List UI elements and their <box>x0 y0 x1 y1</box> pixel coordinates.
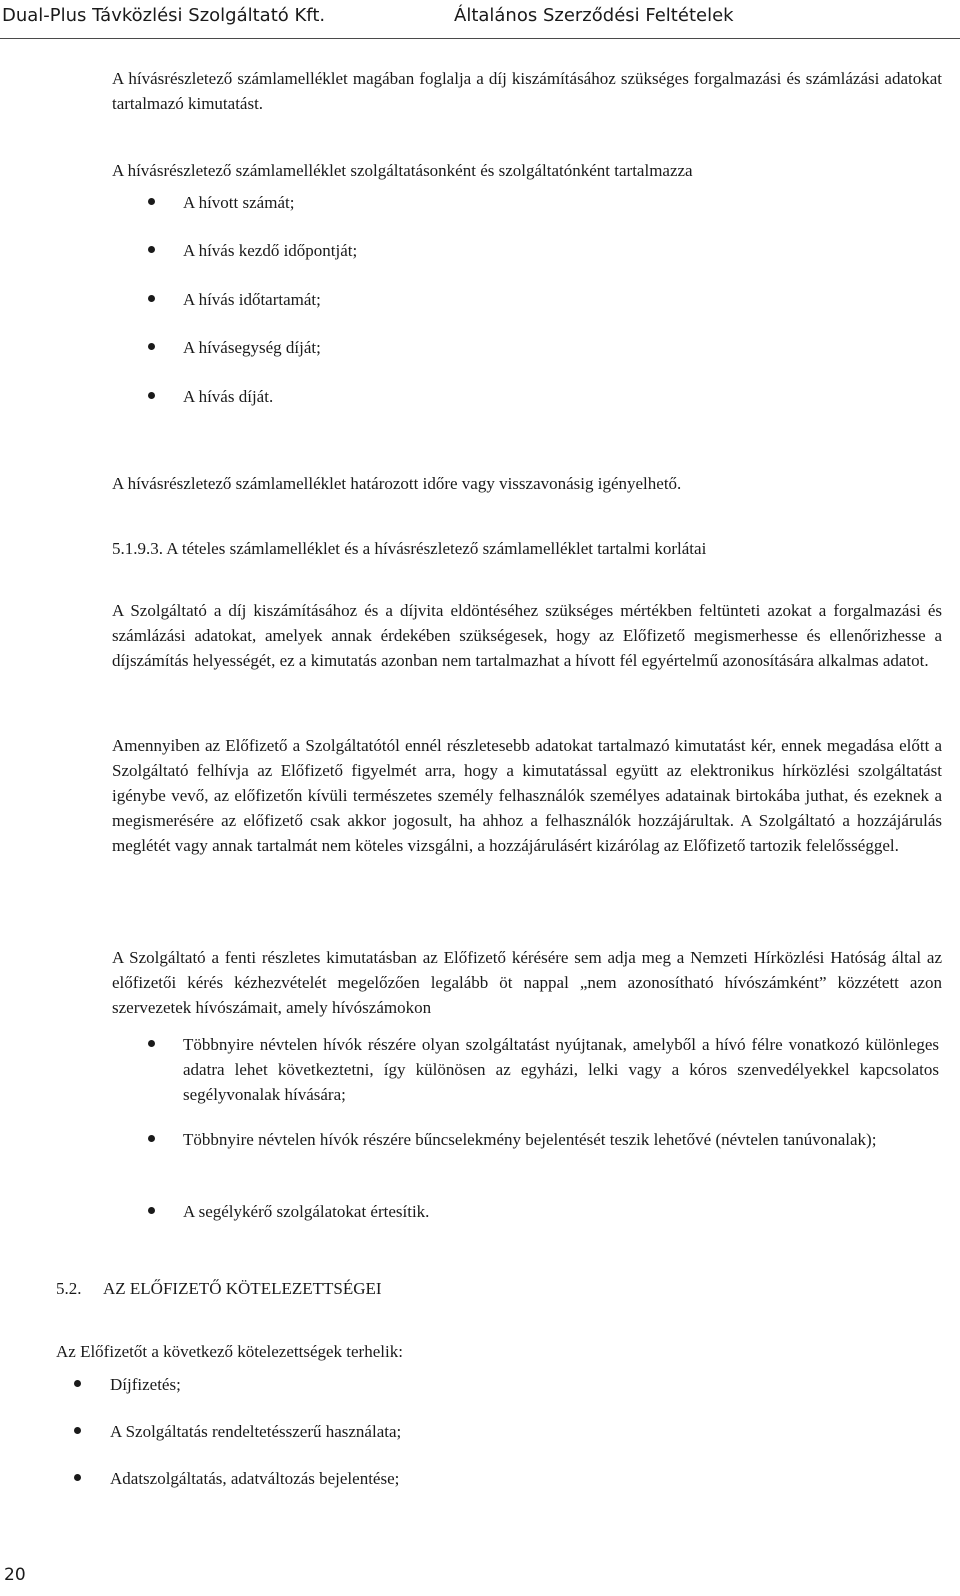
bullet-icon <box>148 392 155 399</box>
section-title: AZ ELŐFIZETŐ KÖTELEZETTSÉGEI <box>103 1279 382 1298</box>
list-item: Díjfizetés; <box>110 1375 181 1394</box>
page-number: 20 <box>4 1565 26 1585</box>
list-item: A hívás díját. <box>183 387 274 406</box>
content-intro: A hívásrészletező számlamelléklet szolgáltatásonként és szolgáltatónként tartalmazza <box>112 161 693 180</box>
header-company-name: Dual-Plus Távközlési Szolgáltató Kft. <box>2 5 326 26</box>
section-paragraph-2: Amennyiben az Előfizető a Szolgáltatótól ennél részletesebb adatokat tartalmazó kimutatást kér, ennek megadása előtt a Szolgáltató felhívja az Előfizető figyelmét arra, hogy a kimutatással együtt az elektronikus hírközlési szolgáltatást igénybe vevő, az előfizetőn kívüli természetes személy felhasználók személyes adatainak birtokába juthat, és ezeknek a megismerésére az előfizető csak akkor jogosult, ha ahhoz a felhasználók hozzájárultak. A Szolgáltató a hozzájárulás meglétét vagy annak tartalmát nem köteles vizsgálni, a hozzájárulásért kizárólag az Előfizető tartozik felelősséggel. <box>112 736 942 855</box>
bullet-icon <box>148 1207 155 1214</box>
obligations-intro: Az Előfizetőt a következő kötelezettségek terhelik: <box>56 1342 403 1361</box>
list-item: Többnyire névtelen hívók részére olyan szolgáltatást nyújtanak, amelyből a hívó félre vonatkozó különleges adatra lehet következtetni, így különösen az egyházi, lelki vagy a kóros szenvedélyekkel kapcsolatos segélyvonalak hívására; <box>183 1035 939 1104</box>
section-heading-5-1-9-3: 5.1.9.3. A tételes számlamelléklet és a hívásrészletező számlamelléklet tartalmi korlátai <box>112 539 707 558</box>
header-document-title: Általános Szerződési Feltételek <box>454 5 734 26</box>
bullet-icon <box>148 1040 155 1047</box>
section-paragraph-3: A Szolgáltató a fenti részletes kimutatásban az Előfizető kérésére sem adja meg a Nemzeti Hírközlési Hatóság által az előfizetői kérés kézhezvételét megelőzően legalább öt nappal „nem azonosítható hívószámként” közzétett azon szervezetek hívószámait, amely hívószámokon <box>112 948 942 1017</box>
request-sentence: A hívásrészletező számlamelléklet határozott időre vagy visszavonásig igényelhető. <box>112 474 682 493</box>
list-item: A hívásegység díját; <box>183 338 321 357</box>
bullet-icon <box>148 246 155 253</box>
list-item: Többnyire névtelen hívók részére bűncselekmény bejelentését teszik lehetővé (névtelen tanúvonalak); <box>183 1130 877 1149</box>
list-item: A hívott számát; <box>183 193 295 212</box>
bullet-icon <box>148 295 155 302</box>
bullet-icon <box>148 198 155 205</box>
list-item: Adatszolgáltatás, adatváltozás bejelentése; <box>110 1469 400 1488</box>
list-item: A segélykérő szolgálatokat értesítik. <box>183 1202 430 1221</box>
list-item: A Szolgáltatás rendeltetésszerű használata; <box>110 1422 402 1441</box>
bullet-icon <box>148 1135 155 1142</box>
section-paragraph-1: A Szolgáltató a díj kiszámításához és a díjvita eldöntéséhez szükséges mértékben feltünteti azokat a forgalmazási és számlázási adatokat, amelyek annak érdekében szükségesek, hogy az Előfizető megismerhesse és ellenőrizhesse a díjszámítás helyességét, ez a kimutatás azonban nem tartalmazhat a hívott fél egyértelmű azonosítására alkalmas adatot. <box>112 601 942 670</box>
bullet-icon <box>148 343 155 350</box>
bullet-icon <box>74 1380 81 1387</box>
list-item: A hívás időtartamát; <box>183 290 321 309</box>
list-item: A hívás kezdő időpontját; <box>183 241 358 260</box>
intro-paragraph: A hívásrészletező számlamelléklet magában foglalja a díj kiszámításához szükséges forgalmazási és számlázási adatokat tartalmazó kimutatást. <box>112 69 942 113</box>
bullet-icon <box>74 1474 81 1481</box>
section-number: 5.2. <box>56 1279 82 1298</box>
header-divider <box>0 38 960 39</box>
bullet-icon <box>74 1427 81 1434</box>
